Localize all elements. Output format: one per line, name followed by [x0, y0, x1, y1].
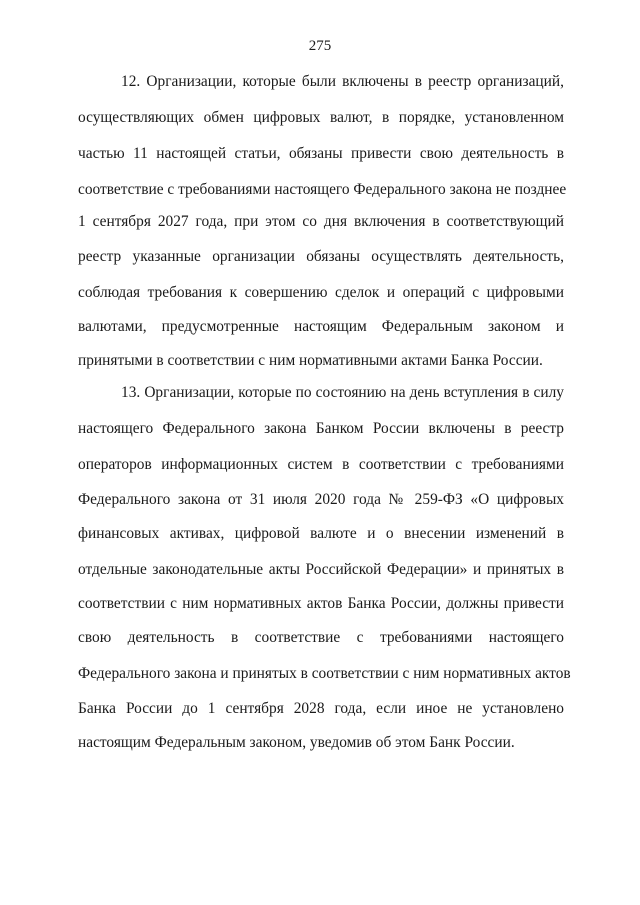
paragraph-line: финансовых активах, цифровой валюте и о внесении изменений в	[78, 525, 564, 542]
paragraph-line: Федерального закона и принятых в соответствии с ним нормативных актов	[78, 665, 571, 682]
paragraph-line: Банка России до 1 сентября 2028 года, если иное не установлено	[78, 700, 564, 717]
paragraph-line: 13. Организации, которые по состоянию на день вступления в силу	[121, 384, 564, 401]
paragraph-line: частью 11 настоящей статьи, обязаны привести свою деятельность в	[78, 145, 564, 162]
paragraph-line: настоящим Федеральным законом, уведомив об этом Банк России.	[78, 734, 515, 751]
paragraph-line: отдельные законодательные акты Российской Федерации» и принятых в	[78, 561, 564, 578]
paragraph-line: соблюдая требования к совершению сделок и операций с цифровыми	[78, 284, 564, 301]
paragraph-line: Федерального закона от 31 июля 2020 года № 259-ФЗ «О цифровых	[78, 491, 564, 508]
paragraph-line: свою деятельность в соответствие с требованиями настоящего	[78, 629, 564, 646]
paragraph-line: осуществляющих обмен цифровых валют, в порядке, установленном	[78, 109, 564, 126]
paragraph-line: принятыми в соответствии с ним нормативными актами Банка России.	[78, 352, 543, 369]
paragraph-line: соответствии с ним нормативных актов Банка России, должны привести	[78, 595, 564, 612]
paragraph-line: 12. Организации, которые были включены в реестр организаций,	[121, 73, 564, 90]
paragraph-line: 1 сентября 2027 года, при этом со дня включения в соответствующий	[78, 213, 564, 230]
paragraph-line: реестр указанные организации обязаны осуществлять деятельность,	[78, 248, 564, 265]
paragraph-line: валютами, предусмотренные настоящим Федеральным законом и	[78, 318, 564, 335]
page-number: 275	[308, 38, 332, 54]
paragraph-line: операторов информационных систем в соответствии с требованиями	[78, 456, 564, 473]
paragraph-line: настоящего Федерального закона Банком России включены в реестр	[78, 420, 564, 437]
paragraph-line: соответствие с требованиями настоящего Федерального закона не позднее	[78, 181, 567, 198]
